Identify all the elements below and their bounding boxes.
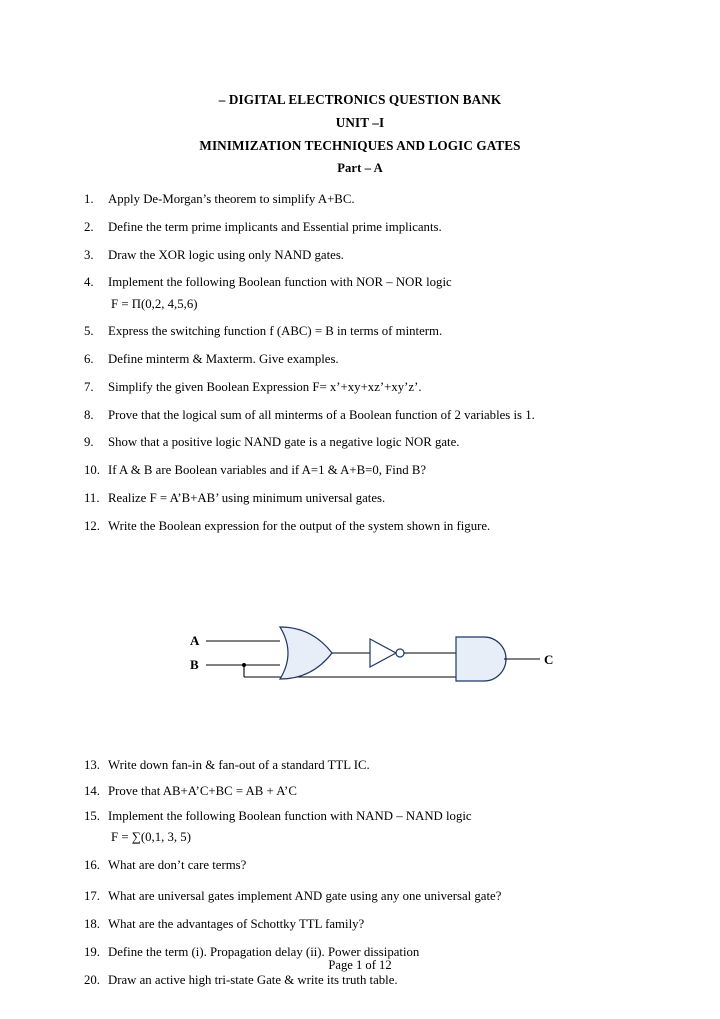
or-gate xyxy=(280,627,332,679)
question-text: Prove that the logical sum of all minterms of a Boolean function of 2 variables is 1. xyxy=(108,407,535,422)
question-item xyxy=(84,888,636,905)
questions-after-figure xyxy=(84,757,636,988)
question-number: 6. xyxy=(84,352,94,367)
question-text: Define minterm & Maxterm. Give examples. xyxy=(108,352,339,367)
question-number: 13. xyxy=(84,758,100,773)
question-number: 17. xyxy=(84,889,100,904)
question-item xyxy=(84,434,636,451)
heading-unit: UNIT –I xyxy=(335,115,385,130)
question-text: Write down fan-in & fan-out of a standard TTL IC. xyxy=(108,758,370,773)
question-text: Write the Boolean expression for the output of the system shown in figure. xyxy=(108,518,491,533)
question-text: What are the advantages of Schottky TTL family? xyxy=(108,917,365,932)
question-number: 3. xyxy=(84,247,94,262)
question-item xyxy=(84,351,636,368)
question-number: 7. xyxy=(84,379,94,394)
question-item xyxy=(84,379,636,396)
circuit-svg xyxy=(184,623,604,703)
question-item xyxy=(84,857,636,874)
question-number: 8. xyxy=(84,407,94,422)
question-text: Show that a positive logic NAND gate is a negative logic NOR gate. xyxy=(108,435,460,450)
question-item xyxy=(84,323,636,340)
question-number: 10. xyxy=(84,463,100,478)
question-number: 19. xyxy=(84,944,100,959)
heading-part: Part – A xyxy=(337,161,383,175)
question-item xyxy=(84,191,636,208)
question-text: Define the term (i). Propagation delay (ii). Power dissipation xyxy=(108,944,420,959)
question-text: What are don’t care terms? xyxy=(108,858,247,873)
question-item xyxy=(84,518,636,535)
question-text: Draw the XOR logic using only NAND gates. xyxy=(108,247,344,262)
question-item xyxy=(84,247,636,264)
question-item xyxy=(84,274,636,291)
question-text: Prove that AB+A’C+BC = AB + A’C xyxy=(108,783,297,798)
document-headings xyxy=(84,88,636,180)
input-label-a: A xyxy=(190,633,200,649)
question-item xyxy=(84,916,636,933)
question-text: If A & B are Boolean variables and if A=1 & A+B=0, Find B? xyxy=(108,463,427,478)
question-text: Express the switching function f (ABC) = B in terms of minterm. xyxy=(108,324,443,339)
question-number: 20. xyxy=(84,972,100,987)
question-text: Realize F = A’B+AB’ using minimum universal gates. xyxy=(108,490,386,505)
question-text: Implement the following Boolean function with NAND – NAND logic xyxy=(108,808,472,823)
wire-junction-dot xyxy=(242,663,246,667)
question-item xyxy=(84,972,636,989)
input-label-b: B xyxy=(190,657,199,673)
question-number: 14. xyxy=(84,783,100,798)
question-number: 9. xyxy=(84,435,94,450)
logic-circuit-diagram xyxy=(184,623,604,708)
heading-topic: MINIMIZATION TECHNIQUES AND LOGIC GATES xyxy=(199,138,521,153)
question-text: Define the term prime implicants and Essential prime implicants. xyxy=(108,219,442,234)
question-item xyxy=(84,783,636,800)
question-number: 12. xyxy=(84,518,100,533)
question-item xyxy=(84,757,636,774)
question-text: Draw an active high tri-state Gate & write its truth table. xyxy=(108,972,398,987)
question-number: 2. xyxy=(84,219,94,234)
question-text: Apply De-Morgan’s theorem to simplify A+BC. xyxy=(108,192,355,206)
question-number: 11. xyxy=(84,490,100,505)
not-gate-bubble xyxy=(396,649,404,657)
question-item xyxy=(84,462,636,479)
question-text: Simplify the given Boolean Expression F= x’+xy+xz’+xy’z’. xyxy=(108,379,422,394)
questions-before-figure xyxy=(84,191,636,535)
question-number: 1. xyxy=(84,192,94,206)
question-number: 4. xyxy=(84,275,94,290)
question-item xyxy=(84,219,636,236)
logic-circuit-figure xyxy=(84,545,636,757)
question-item xyxy=(84,407,636,424)
question-number: 5. xyxy=(84,324,94,339)
and-gate xyxy=(456,637,506,681)
not-gate xyxy=(370,639,396,667)
question-item xyxy=(84,490,636,507)
question-number: 18. xyxy=(84,917,100,932)
question-number: 16. xyxy=(84,858,100,873)
page-footer: Page 1 of 12 xyxy=(328,958,392,972)
question-continuation: F = ∑(0,1, 3, 5) xyxy=(111,830,191,845)
question-text: What are universal gates implement AND gate using any one universal gate? xyxy=(108,889,502,904)
question-text: Implement the following Boolean function with NOR – NOR logic xyxy=(108,275,452,290)
heading-title: – DIGITAL ELECTRONICS QUESTION BANK xyxy=(218,92,502,107)
question-item xyxy=(84,808,636,825)
output-label-c: C xyxy=(544,652,554,668)
question-continuation: F = Π(0,2, 4,5,6) xyxy=(111,296,198,311)
question-number: 15. xyxy=(84,808,100,823)
